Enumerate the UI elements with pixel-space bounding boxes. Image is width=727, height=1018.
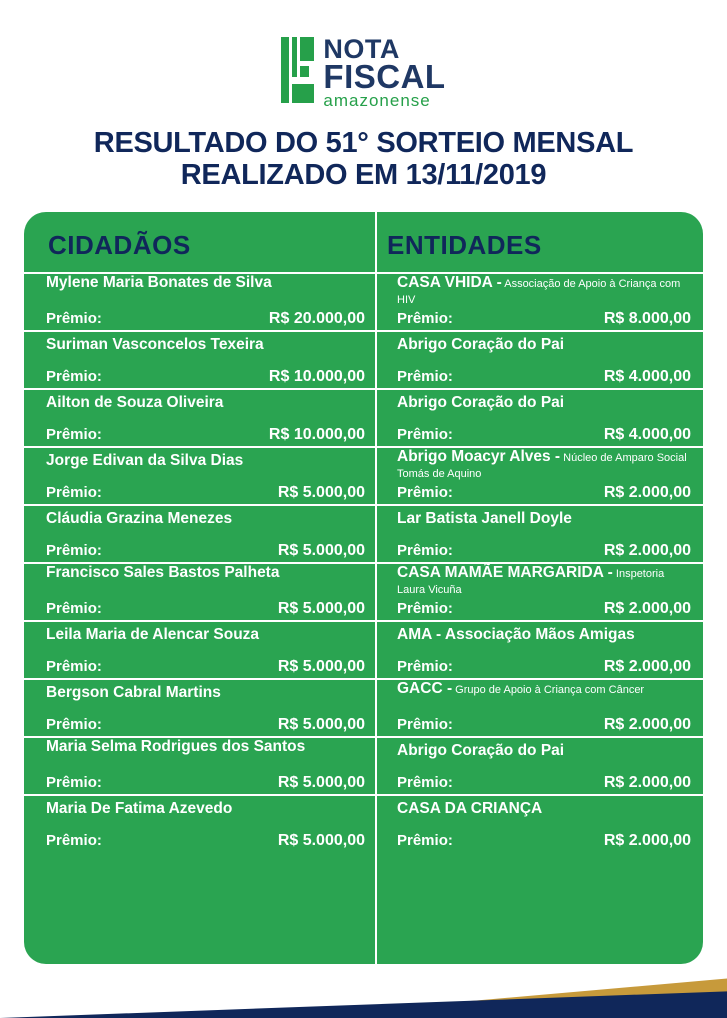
prize-label: Prêmio: xyxy=(397,716,453,733)
entity-prize-row xyxy=(397,658,691,676)
prize-label: Prêmio: xyxy=(397,658,453,675)
entity-name-main: Abrigo Moacyr Alves - xyxy=(397,448,561,465)
citizen-name: Bergson Cabral Martins xyxy=(46,684,221,701)
prize-value: R$ 2.000,00 xyxy=(603,716,691,733)
entity-name xyxy=(397,337,695,353)
citizen-cell xyxy=(24,448,375,504)
prize-value: R$ 5.000,00 xyxy=(277,658,365,675)
prize-value: R$ 5.000,00 xyxy=(277,542,365,559)
table-row xyxy=(24,272,703,330)
entity-cell xyxy=(377,680,703,736)
logo xyxy=(0,36,727,110)
entity-name xyxy=(397,275,695,308)
prize-value: R$ 5.000,00 xyxy=(277,774,365,791)
entity-name-main: Abrigo Coração do Pai xyxy=(397,394,565,411)
table-row xyxy=(24,504,703,562)
prize-label: Prêmio: xyxy=(46,310,102,327)
results-rows xyxy=(24,272,703,852)
entity-prize-row xyxy=(397,774,691,792)
prize-label: Prêmio: xyxy=(46,368,102,385)
prize-label: Prêmio: xyxy=(46,832,102,849)
citizen-name: Cláudia Grazina Menezes xyxy=(46,510,233,527)
logo-text xyxy=(323,34,446,111)
prize-value: R$ 2.000,00 xyxy=(603,774,691,791)
citizen-prize-row xyxy=(46,484,365,502)
citizen-prize-row xyxy=(46,600,365,618)
citizen-prize-row xyxy=(46,310,365,328)
prize-value: R$ 10.000,00 xyxy=(268,426,365,443)
prize-value: R$ 2.000,00 xyxy=(603,832,691,849)
entity-name-main: CASA VHIDA - xyxy=(397,274,502,291)
entity-name-main: AMA - Associação Mãos Amigas xyxy=(397,626,635,643)
prize-value: R$ 4.000,00 xyxy=(603,368,691,385)
prize-label: Prêmio: xyxy=(397,542,453,559)
entity-cell xyxy=(377,738,703,794)
prize-value: R$ 8.000,00 xyxy=(603,310,691,327)
prize-label: Prêmio: xyxy=(397,484,453,501)
entity-name xyxy=(397,743,695,759)
prize-value: R$ 5.000,00 xyxy=(277,832,365,849)
citizen-cell xyxy=(24,622,375,678)
table-row xyxy=(24,678,703,736)
page-title-line-2: REALIZADO EM 13/11/2019 xyxy=(180,158,547,191)
results-panel xyxy=(24,212,703,964)
entity-cell xyxy=(377,622,703,678)
prize-label: Prêmio: xyxy=(397,310,453,327)
prize-value: R$ 5.000,00 xyxy=(277,484,365,501)
entity-cell xyxy=(377,332,703,388)
prize-label: Prêmio: xyxy=(397,368,453,385)
citizen-name: Leila Maria de Alencar Souza xyxy=(46,626,260,643)
citizen-name: Maria Selma Rodrigues dos Santos xyxy=(46,738,306,755)
entity-name xyxy=(397,801,695,817)
citizen-name: Jorge Edivan da Silva Dias xyxy=(46,452,244,469)
entity-cell xyxy=(377,448,703,504)
citizen-cell xyxy=(24,680,375,736)
entity-prize-row xyxy=(397,832,691,850)
prize-value: R$ 2.000,00 xyxy=(603,658,691,675)
page-title xyxy=(0,128,727,192)
prize-value: R$ 2.000,00 xyxy=(603,484,691,501)
citizen-prize-row xyxy=(46,426,365,444)
prize-value: R$ 5.000,00 xyxy=(277,600,365,617)
table-row xyxy=(24,794,703,852)
prize-label: Prêmio: xyxy=(46,716,102,733)
table-row xyxy=(24,388,703,446)
entity-cell xyxy=(377,564,703,620)
citizen-prize-row xyxy=(46,716,365,734)
column-header-entities: ENTIDADES xyxy=(387,230,542,260)
entity-name-main: CASA DA CRIANÇA xyxy=(397,800,543,817)
citizen-cell xyxy=(24,332,375,388)
logo-line-amazonense: amazonense xyxy=(323,91,431,111)
citizen-cell xyxy=(24,390,375,446)
entity-name xyxy=(397,681,695,697)
entity-prize-row xyxy=(397,426,691,444)
citizen-name: Mylene Maria Bonates de Silva xyxy=(46,274,272,291)
citizen-cell xyxy=(24,506,375,562)
prize-label: Prêmio: xyxy=(397,832,453,849)
prize-value: R$ 10.000,00 xyxy=(268,368,365,385)
logo-inner xyxy=(281,34,446,111)
table-row xyxy=(24,446,703,504)
entity-prize-row xyxy=(397,484,691,502)
prize-label: Prêmio: xyxy=(46,426,102,443)
entity-name-main: Abrigo Coração do Pai xyxy=(397,336,565,353)
entity-cell xyxy=(377,274,703,330)
entity-name-main: Lar Batista Janell Doyle xyxy=(397,510,572,527)
entity-name-main: Abrigo Coração do Pai xyxy=(397,742,565,759)
entity-name xyxy=(397,395,695,411)
citizen-name: Maria De Fatima Azevedo xyxy=(46,800,233,817)
entity-name xyxy=(397,449,695,482)
column-header-citizens: CIDADÃOS xyxy=(48,230,191,260)
citizen-prize-row xyxy=(46,832,365,850)
prize-label: Prêmio: xyxy=(46,774,102,791)
entity-prize-row xyxy=(397,716,691,734)
citizen-name: Ailton de Souza Oliveira xyxy=(46,394,224,411)
entity-cell xyxy=(377,796,703,852)
table-row xyxy=(24,736,703,794)
barcode-nota-fiscal-mark-icon xyxy=(281,37,315,103)
entity-name-main: GACC - xyxy=(397,680,453,697)
entity-name-main: CASA MAMÃE MARGARIDA - xyxy=(397,564,613,581)
table-row xyxy=(24,330,703,388)
citizen-prize-row xyxy=(46,542,365,560)
entity-name xyxy=(397,511,695,527)
prize-label: Prêmio: xyxy=(397,774,453,791)
prize-label: Prêmio: xyxy=(397,600,453,617)
entity-cell xyxy=(377,390,703,446)
citizen-cell xyxy=(24,738,375,794)
prize-label: Prêmio: xyxy=(46,542,102,559)
prize-value: R$ 5.000,00 xyxy=(277,716,365,733)
prize-label: Prêmio: xyxy=(46,600,102,617)
logo-line-fiscal: FISCAL xyxy=(323,57,446,95)
prize-value: R$ 2.000,00 xyxy=(603,600,691,617)
table-row xyxy=(24,620,703,678)
entity-prize-row xyxy=(397,600,691,618)
citizen-name: Francisco Sales Bastos Palheta xyxy=(46,564,280,581)
entity-name xyxy=(397,565,695,598)
entity-name-subtitle: Inspetoria Laura Vicuña xyxy=(397,568,665,597)
citizen-prize-row xyxy=(46,368,365,386)
table-row xyxy=(24,562,703,620)
citizen-cell xyxy=(24,564,375,620)
entity-prize-row xyxy=(397,310,691,328)
citizen-cell xyxy=(24,796,375,852)
prize-label: Prêmio: xyxy=(46,658,102,675)
prize-value: R$ 4.000,00 xyxy=(603,426,691,443)
citizen-name: Suriman Vasconcelos Texeira xyxy=(46,336,264,353)
entity-prize-row xyxy=(397,368,691,386)
entity-name-subtitle: Grupo de Apoio à Criança com Câncer xyxy=(452,684,645,696)
entity-name xyxy=(397,627,695,643)
logo-line-nota: NOTA xyxy=(323,34,400,65)
citizen-prize-row xyxy=(46,658,365,676)
citizen-cell xyxy=(24,274,375,330)
citizen-prize-row xyxy=(46,774,365,792)
page-title-line-1: RESULTADO DO 51° SORTEIO MENSAL xyxy=(93,127,634,159)
prize-label: Prêmio: xyxy=(397,426,453,443)
prize-value: R$ 20.000,00 xyxy=(268,310,365,327)
entity-name-subtitle: Núcleo de Amparo Social Tomás de Aquino xyxy=(397,452,687,481)
entity-cell xyxy=(377,506,703,562)
entity-prize-row xyxy=(397,542,691,560)
prize-value: R$ 2.000,00 xyxy=(603,542,691,559)
entity-name-subtitle: Associação de Apoio à Criança com HIV xyxy=(397,278,681,307)
prize-label: Prêmio: xyxy=(46,484,102,501)
